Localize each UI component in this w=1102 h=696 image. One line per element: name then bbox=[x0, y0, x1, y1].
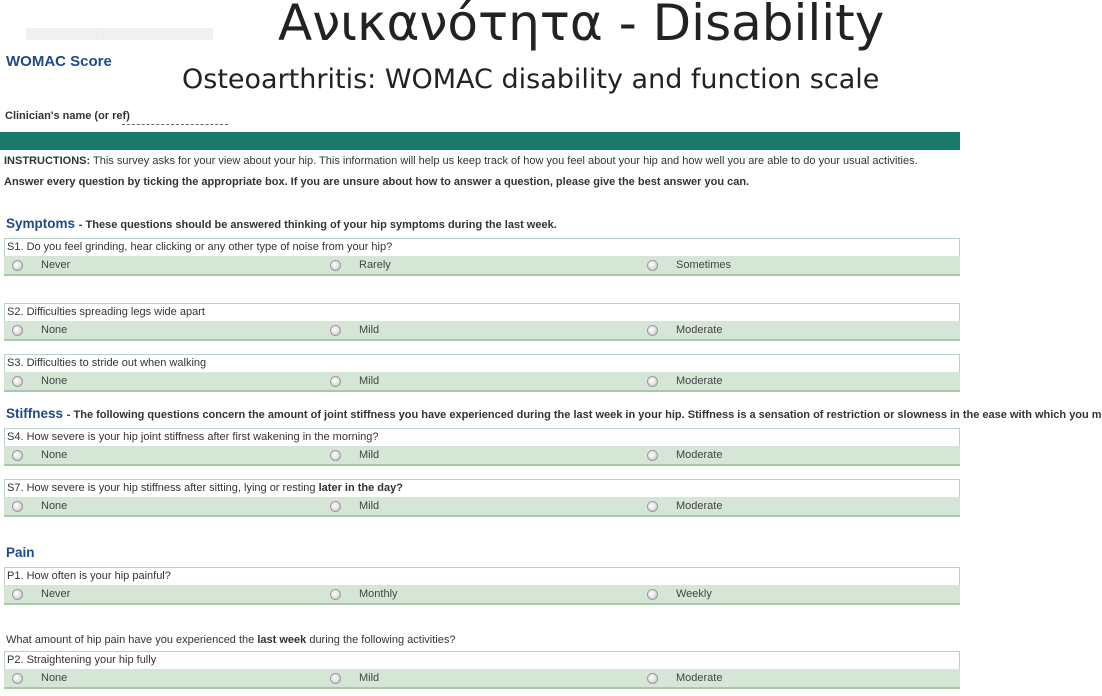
answer-row-s7: None Mild Moderate bbox=[4, 497, 960, 517]
radio-button-icon[interactable] bbox=[647, 589, 658, 600]
pain-activities-intro: What amount of hip pain have you experienced the last week during the following activities? bbox=[6, 634, 456, 646]
answer-row-s4: None Mild Moderate bbox=[4, 446, 960, 466]
section-heading-stiffness: Stiffness - The following questions concern the amount of joint stiffness you have experienced during the last week in your hip. Stiffness is a sensation of restriction or slowness in the ease with which you m bbox=[6, 406, 1102, 421]
question-p1 bbox=[4, 567, 960, 585]
clinician-name-field[interactable] bbox=[122, 124, 228, 125]
radio-button-icon[interactable] bbox=[12, 589, 23, 600]
radio-button-icon[interactable] bbox=[330, 589, 341, 600]
answer-row-s3: None Mild Moderate bbox=[4, 372, 960, 392]
question-s3 bbox=[4, 354, 960, 372]
radio-button-icon[interactable] bbox=[647, 376, 658, 387]
blurred-site-url: ▒▒▒▒▒▒▒▒▒▒▒▒▒▒▒▒▒▒▒▒▒▒▒▒ bbox=[26, 28, 214, 40]
answer-row-p2: None Mild Moderate bbox=[4, 669, 960, 689]
question-text: S3. Difficulties to stride out when walking bbox=[7, 357, 207, 369]
radio-button-icon[interactable] bbox=[330, 260, 341, 271]
radio-button-icon[interactable] bbox=[12, 450, 23, 461]
radio-button-icon[interactable] bbox=[12, 501, 23, 512]
question-text: S7. How severe is your hip stiffness after sitting, lying or resting later in the day? bbox=[7, 482, 403, 494]
question-text: S4. How severe is your hip joint stiffness after first wakening in the morning? bbox=[7, 431, 379, 443]
clinician-label: Clinician's name (or ref) bbox=[5, 110, 130, 122]
question-s7 bbox=[4, 479, 960, 497]
radio-button-icon[interactable] bbox=[12, 260, 23, 271]
question-s4 bbox=[4, 428, 960, 446]
radio-button-icon[interactable] bbox=[330, 450, 341, 461]
question-s1 bbox=[4, 238, 960, 256]
radio-button-icon[interactable] bbox=[647, 450, 658, 461]
question-text: P2. Straightening your hip fully bbox=[7, 654, 157, 666]
instructions-line-1: INSTRUCTIONS: This survey asks for your view about your hip. This information will help us keep track of how you feel about your hip and how well you are able to do your usual activities. bbox=[4, 155, 918, 167]
section-heading-symptoms: Symptoms - These questions should be answered thinking of your hip symptoms during the last week. bbox=[6, 216, 557, 231]
question-p2 bbox=[4, 651, 960, 669]
question-s2 bbox=[4, 303, 960, 321]
radio-button-icon[interactable] bbox=[330, 501, 341, 512]
question-text: S1. Do you feel grinding, hear clicking or any other type of noise from your hip? bbox=[7, 241, 393, 253]
instructions-line-2: Answer every question by ticking the appropriate box. If you are unsure about how to answer a question, please give the best answer you can. bbox=[4, 176, 750, 188]
section-heading-pain: Pain bbox=[6, 545, 35, 560]
header-bar bbox=[0, 132, 960, 150]
answer-row-s1: Never Rarely Sometimes bbox=[4, 256, 960, 276]
radio-button-icon[interactable] bbox=[12, 673, 23, 684]
slide-subtitle: Osteoarthritis: WOMAC disability and function scale bbox=[182, 64, 880, 95]
radio-button-icon[interactable] bbox=[12, 376, 23, 387]
radio-button-icon[interactable] bbox=[330, 673, 341, 684]
answer-row-p1: Never Monthly Weekly bbox=[4, 585, 960, 605]
answer-row-s2: None Mild Moderate bbox=[4, 321, 960, 341]
slide-title: Ανικανότητα - Disability bbox=[278, 0, 885, 52]
radio-button-icon[interactable] bbox=[330, 376, 341, 387]
form-title: WOMAC Score bbox=[6, 53, 112, 70]
radio-button-icon[interactable] bbox=[647, 325, 658, 336]
radio-button-icon[interactable] bbox=[330, 325, 341, 336]
radio-button-icon[interactable] bbox=[647, 501, 658, 512]
radio-button-icon[interactable] bbox=[647, 673, 658, 684]
radio-button-icon[interactable] bbox=[12, 325, 23, 336]
question-text: P1. How often is your hip painful? bbox=[7, 570, 171, 582]
radio-button-icon[interactable] bbox=[647, 260, 658, 271]
question-text: S2. Difficulties spreading legs wide apart bbox=[7, 306, 205, 318]
